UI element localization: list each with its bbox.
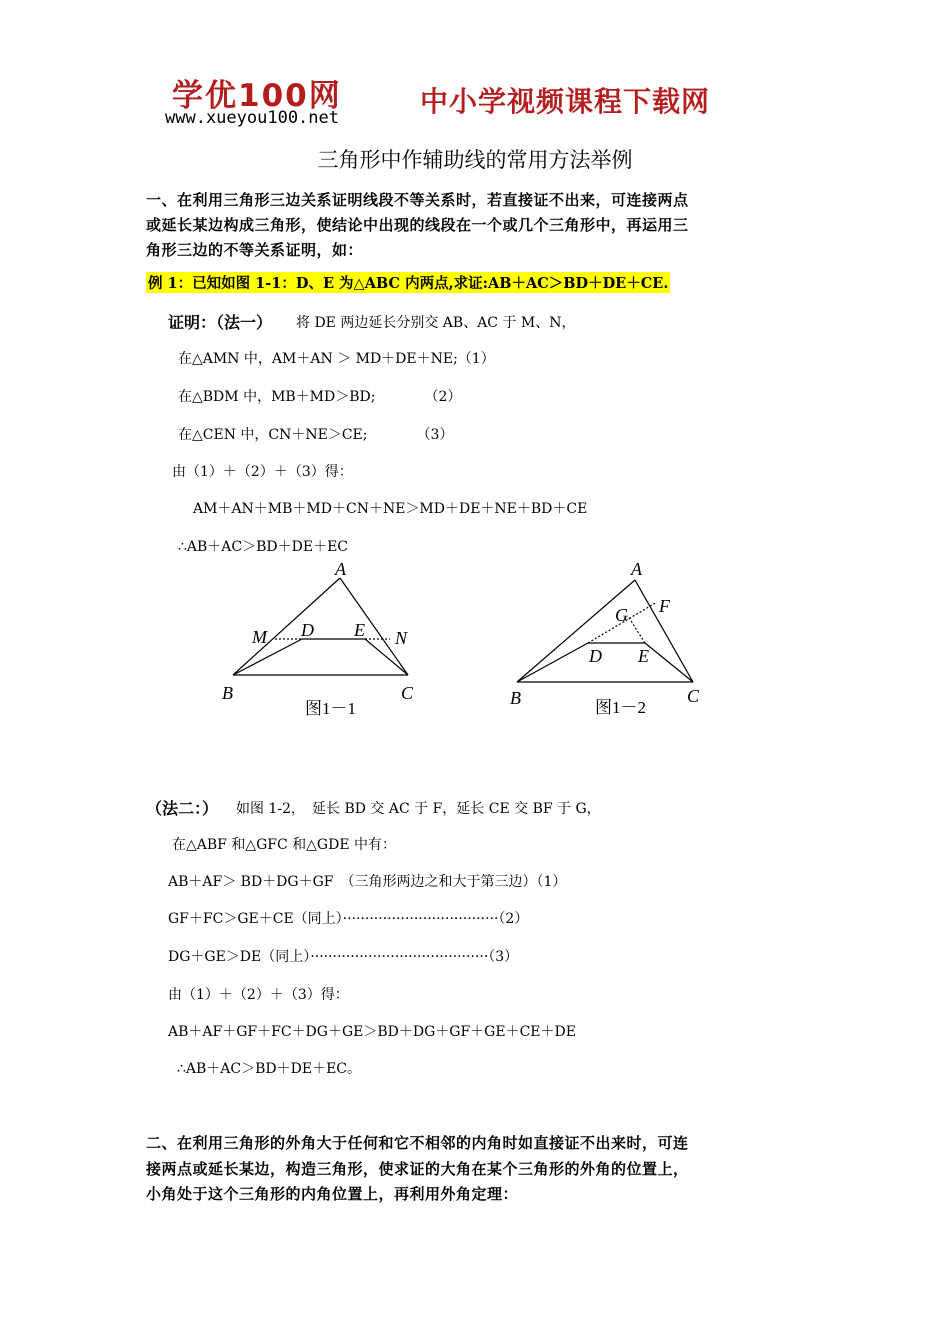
- fig2-label-b: B: [510, 688, 521, 708]
- section1-line-3: 角形三边的不等关系证明，如：: [146, 241, 364, 259]
- method2-line-4: DG＋GE＞DE（同上）········································（3）: [168, 949, 519, 965]
- fig1-label-b: B: [222, 683, 233, 703]
- fig1-label-m: M: [252, 627, 267, 647]
- fig2-side-ab: [517, 580, 635, 682]
- method2-line-3: GF＋FC＞GE＋CE（同上）···································（2）: [168, 911, 529, 927]
- method2-intro: 如图 1-2， 延长 BD 交 AC 于 F，延长 CE 交 BF 于 G，: [236, 801, 601, 817]
- method1-line-1: 在△AMN 中，AM＋AN ＞ MD＋DE＋NE;（1）: [178, 351, 495, 367]
- method1-intro: 将 DE 两边延长分别交 AB、AC 于 M、N，: [296, 315, 576, 331]
- section1-line-1: 一、在利用三角形三边关系证明线段不等关系时，若直接证不出来，可连接两点: [146, 191, 689, 209]
- fig2-label-g: G: [615, 605, 628, 625]
- method1-line-6: ∴AB＋AC＞BD＋DE＋EC: [178, 539, 349, 555]
- figure-1-1: [215, 558, 430, 728]
- page-title: 三角形中作辅助线的常用方法举例: [317, 148, 633, 172]
- fig1-label-n: N: [395, 628, 408, 648]
- fig2-label-f: F: [659, 596, 670, 616]
- figure-1-2: [500, 558, 715, 730]
- method1-label: 证明：（法一）: [168, 313, 273, 332]
- fig2-segment-bd: [517, 643, 588, 682]
- section1-line-2: 或延长某边构成三角形，使结论中出现的线段在一个或几个三角形中，再运用三: [146, 216, 689, 234]
- method1-line-5: AM＋AN＋MB＋MD＋CN＋NE＞MD＋DE＋NE＋BD＋CE: [193, 501, 588, 517]
- fig1-side-ab: [233, 578, 340, 675]
- fig1-caption: 图1－1: [305, 699, 356, 718]
- method2-line-5: 由（1）＋（2）＋（3）得：: [168, 987, 349, 1003]
- fig2-label-a: A: [631, 559, 642, 579]
- method1-line-4: 由（1）＋（2）＋（3）得：: [172, 464, 353, 480]
- method2-line-1: 在△ABF 和△GFC 和△GDE 中有：: [172, 837, 396, 853]
- fig1-label-a: A: [335, 559, 346, 579]
- section2-line-1: 二、在利用三角形的外角大于任何和它不相邻的内角时如直接证不出来时，可连: [146, 1134, 689, 1152]
- fig1-label-d: D: [301, 620, 314, 640]
- fig2-caption: 图1－2: [595, 698, 646, 717]
- method2-line-2: AB＋AF＞ BD＋DG＋GF （三角形两边之和大于第三边）（1）: [168, 874, 567, 890]
- method2-line-7: ∴AB＋AC＞BD＋DE＋EC。: [177, 1061, 362, 1077]
- fig1-side-ac: [340, 578, 408, 675]
- fig2-segment-ec: [645, 643, 693, 682]
- fig2-label-e: E: [638, 646, 649, 666]
- logo-url: www.xueyou100.net: [165, 108, 339, 128]
- fig2-label-c: C: [687, 686, 700, 706]
- method2-label: （法二：）: [146, 799, 219, 818]
- fig2-extension-eg: [628, 616, 645, 643]
- fig1-label-e: E: [354, 620, 365, 640]
- fig1-label-c: C: [401, 683, 414, 703]
- example1-statement: 例 1：已知如图 1-1：D、E 为△ABC 内两点,求证:AB＋AC＞BD＋DE＋CE.: [146, 272, 670, 293]
- method2-line-6: AB＋AF＋GF＋FC＋DG＋GE＞BD＋DG＋GF＋GE＋CE＋DE: [168, 1024, 576, 1040]
- header-slogan: 中小学视频课程下载网: [420, 85, 711, 118]
- method1-line-2: 在△BDM 中，MB＋MD＞BD; （2）: [178, 389, 462, 405]
- section2-line-2: 接两点或延长某边，构造三角形，使求证的大角在某个三角形的外角的位置上，: [146, 1160, 689, 1178]
- logo-text: 学优100网: [172, 78, 342, 114]
- section2-line-3: 小角处于这个三角形的内角位置上，再利用外角定理：: [146, 1185, 519, 1203]
- fig2-label-d: D: [589, 646, 602, 666]
- method1-line-3: 在△CEN 中，CN＋NE＞CE; （3）: [178, 427, 454, 443]
